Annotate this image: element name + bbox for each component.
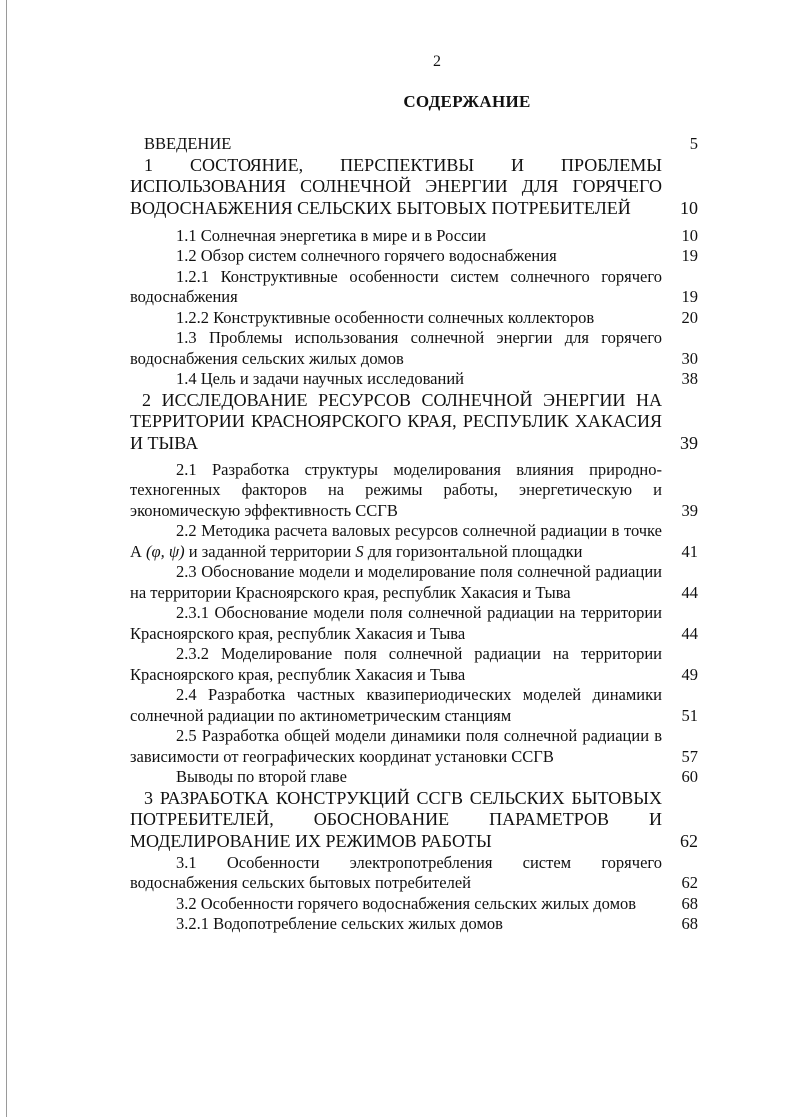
toc-entry-chapter-2-conclusions[interactable]	[130, 767, 698, 788]
toc-entry-page: 60	[681, 767, 698, 787]
toc-entry-text-part: 2.2 Методика расчета валовых ресурсов солнечной радиации в точке А	[130, 521, 662, 561]
toc-entry-text: 1.2.2 Конструктивные особенности солнечных коллекторов	[176, 307, 595, 327]
toc-entry-page: 39	[680, 433, 698, 454]
toc-entry-page: 68	[681, 914, 698, 934]
math-territory-symbol: S	[355, 541, 364, 561]
math-point-coordinates: (φ, ψ)	[146, 541, 185, 561]
toc-entry-2-4[interactable]	[130, 685, 698, 726]
page-number: 2	[433, 53, 441, 70]
toc-entry-text: 2.3.1 Обоснование модели поля солнечной радиации на территории Красноярского края, республик Хакасия и Тыва	[130, 603, 662, 643]
toc-entry-chapter-2[interactable]	[130, 390, 698, 455]
toc-entry-2-2[interactable]	[130, 521, 698, 562]
toc-entry-1-1[interactable]	[130, 226, 698, 247]
toc-entry-text: 2.3 Обоснование модели и моделирование поля солнечной радиации на территории Красноярского края, республик Хакасия и Тыва	[130, 562, 662, 602]
toc-entry-page: 19	[681, 287, 698, 307]
toc-entry-page: 68	[681, 893, 698, 913]
toc-entry-2-3-2[interactable]	[130, 644, 698, 685]
toc-entry-text: 2 ИССЛЕДОВАНИЕ РЕСУРСОВ СОЛНЕЧНОЙ ЭНЕРГИИ НА ТЕРРИТОРИИ КРАСНОЯРСКОГО КРАЯ, РЕСПУБЛИК ХАКАСИЯ И ТЫВА	[130, 389, 662, 454]
toc-entry-text: 3.2 Особенности горячего водоснабжения сельских жилых домов	[176, 893, 637, 913]
toc-entry-page: 10	[680, 197, 698, 218]
toc-entry-text-part: для горизонтальной площадки	[363, 541, 583, 561]
toc-entry-text: 1.2.1 Конструктивные особенности систем солнечного горячего водоснабжения	[130, 266, 662, 307]
toc-entry-chapter-1[interactable]	[130, 155, 698, 220]
toc-entry-page: 30	[681, 348, 698, 368]
toc-entry-3-2-1[interactable]	[130, 914, 698, 935]
toc-entry-text: 1.2 Обзор систем солнечного горячего водоснабжения	[176, 246, 557, 266]
toc-entry-1-4[interactable]	[130, 369, 698, 390]
toc-entry-text-part: и заданной территории	[184, 541, 356, 561]
toc-entry-page: 44	[681, 623, 698, 643]
toc-entry-text	[130, 521, 662, 562]
toc-entry-page: 62	[680, 831, 698, 852]
toc-entry-1-2-1[interactable]	[130, 267, 698, 308]
toc-entry-3-1[interactable]	[130, 853, 698, 894]
table-of-contents	[130, 134, 698, 935]
toc-entry-2-3[interactable]	[130, 562, 698, 603]
toc-entry-page: 39	[681, 500, 698, 520]
toc-entry-page: 49	[681, 664, 698, 684]
toc-entry-1-2[interactable]	[130, 246, 698, 267]
page-title: СОДЕРЖАНИЕ	[403, 92, 531, 111]
toc-entry-text: 2.1 Разработка структуры моделирования влияния природно-техногенных факторов на режимы работы, энергетическую и экономическую эффективность ССГВ	[130, 459, 662, 520]
toc-entry-page: 44	[681, 582, 698, 602]
toc-entry-text: 2.5 Разработка общей модели динамики поля солнечной радиации в зависимости от географических координат установки ССГВ	[130, 726, 662, 766]
toc-entry-1-3[interactable]	[130, 328, 698, 369]
toc-entry-text: 1.1 Солнечная энергетика в мире и в России	[176, 225, 487, 245]
toc-entry-text: Выводы по второй главе	[176, 767, 347, 787]
toc-entry-introduction[interactable]	[130, 134, 698, 155]
toc-entry-page: 38	[681, 369, 698, 389]
toc-entry-page: 51	[681, 705, 698, 725]
toc-entry-page: 57	[681, 746, 698, 766]
toc-entry-text: 3.1 Особенности электропотребления систем горячего водоснабжения сельских бытовых потребителей	[130, 852, 662, 893]
toc-entry-page: 20	[681, 307, 698, 327]
toc-entry-page: 5	[689, 134, 698, 153]
toc-entry-text: 1.4 Цель и задачи научных исследований	[176, 369, 464, 389]
toc-entry-text: 3.2.1 Водопотребление сельских жилых домов	[176, 914, 503, 934]
toc-entry-page: 62	[681, 873, 698, 893]
toc-entry-text: 2.4 Разработка частных квазипериодических моделей динамики солнечной радиации по актинометрическим станциям	[130, 685, 662, 725]
toc-entry-text: 1 СОСТОЯНИЕ, ПЕРСПЕКТИВЫ И ПРОБЛЕМЫ ИСПОЛЬЗОВАНИЯ СОЛНЕЧНОЙ ЭНЕРГИИ ДЛЯ ГОРЯЧЕГО ВОДОСНАБЖЕНИЯ СЕЛЬСКИХ БЫТОВЫХ ПОТРЕБИТЕЛЕЙ	[130, 154, 662, 218]
page-edge	[6, 0, 7, 1117]
toc-entry-text: 1.3 Проблемы использования солнечной энергии для горячего водоснабжения сельских жилых домов	[130, 328, 662, 368]
toc-entry-text: 2.3.2 Моделирование поля солнечной радиации на территории Красноярского края, республик Хакасия и Тыва	[130, 644, 662, 684]
toc-entry-page: 41	[681, 541, 698, 561]
toc-entry-2-3-1[interactable]	[130, 603, 698, 644]
toc-entry-text: 3 РАЗРАБОТКА КОНСТРУКЦИЙ ССГВ СЕЛЬСКИХ БЫТОВЫХ ПОТРЕБИТЕЛЕЙ, ОБОСНОВАНИЕ ПАРАМЕТРОВ И МОДЕЛИРОВАНИЕ ИХ РЕЖИМОВ РАБОТЫ	[130, 787, 662, 852]
toc-entry-page: 10	[681, 225, 698, 245]
toc-entry-page: 19	[681, 246, 698, 266]
toc-entry-chapter-3[interactable]	[130, 788, 698, 853]
toc-entry-1-2-2[interactable]	[130, 308, 698, 329]
toc-entry-2-5[interactable]	[130, 726, 698, 767]
toc-entry-2-1[interactable]	[130, 460, 698, 522]
toc-entry-3-2[interactable]	[130, 894, 698, 915]
toc-entry-text: ВВЕДЕНИЕ	[144, 134, 232, 153]
